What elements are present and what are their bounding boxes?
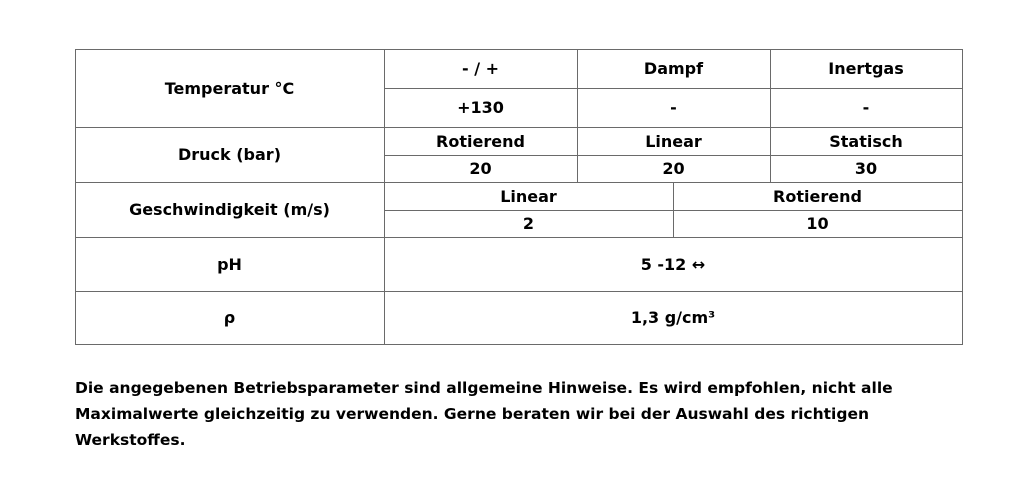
ph-label: pH bbox=[217, 254, 242, 274]
disclaimer-line: Die angegebenen Betriebsparameter sind allgemeine Hinweise. Es wird empfohlen, nicht alle bbox=[75, 379, 893, 397]
temperature-value-range: +130 bbox=[457, 98, 504, 117]
temperature-header-range: - / + bbox=[461, 59, 500, 78]
density-value: 1,3 g/cm³ bbox=[630, 308, 716, 327]
temperature-value-steam: - bbox=[670, 98, 677, 117]
pressure-value-linear: 20 bbox=[662, 159, 685, 178]
density-label: ρ bbox=[223, 308, 236, 327]
pressure-header-static: Statisch bbox=[829, 131, 903, 151]
temperature-header-steam: Dampf bbox=[643, 59, 704, 78]
speed-value-linear: 2 bbox=[522, 214, 535, 233]
disclaimer-line: Werkstoffes. bbox=[75, 431, 186, 449]
temperature-label: Temperatur °C bbox=[164, 78, 295, 98]
pressure-value-static: 30 bbox=[854, 159, 878, 178]
pressure-value-rotating: 20 bbox=[469, 159, 492, 178]
pressure-header-rotating: Rotierend bbox=[436, 131, 525, 151]
disclaimer-line: Maximalwerte gleichzeitig zu verwenden. Gerne beraten wir bei der Auswahl des richtigen bbox=[75, 405, 870, 423]
speed-label: Geschwindigkeit (m/s) bbox=[129, 200, 330, 219]
pressure-label: Druck (bar) bbox=[177, 145, 282, 164]
table-border-bottom bbox=[75, 344, 963, 345]
disclaimer-note bbox=[75, 375, 955, 453]
ph-value: 5 -12 ↔ bbox=[640, 254, 706, 274]
temperature-value-inert-gas: - bbox=[862, 98, 870, 117]
speed-header-rotating: Rotierend bbox=[773, 186, 862, 206]
table-border-right bbox=[962, 49, 963, 345]
temperature-header-inert-gas: Inertgas bbox=[828, 59, 904, 78]
pressure-header-linear: Linear bbox=[645, 131, 702, 151]
speed-value-rotating: 10 bbox=[806, 214, 829, 233]
speed-header-linear: Linear bbox=[500, 186, 557, 206]
